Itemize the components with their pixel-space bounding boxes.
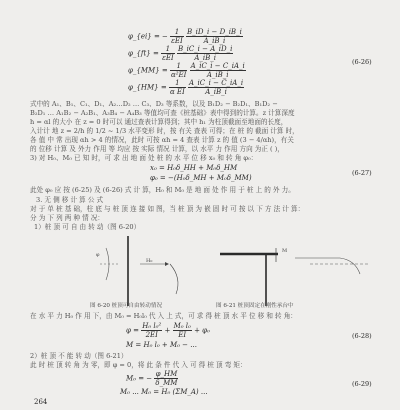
equation-lhs: φ_{HM}	[128, 83, 159, 92]
equation-number: (6-28)	[352, 332, 372, 340]
equation-moment: M = H₀ l₀ + M₀ − ...	[126, 341, 197, 349]
equals-sign: =	[161, 66, 168, 75]
body-text-line: 式中的 A₁、B₁、C₁、D₁、A₂…D₂ … C₃、D₃ 等系数，以及 B₁D₂ − B₂D₁、B₁D₂ −	[30, 100, 278, 108]
equation-lhs: φ_{ft}	[128, 49, 151, 58]
section-heading: 3. 无 侧 移 计 算 公 式	[36, 196, 104, 204]
figure-right-pile	[220, 248, 370, 306]
main-fraction: $\frac{A\_iC\_i - C\_iA\_i}{A\_iB\_i}$	[189, 79, 244, 96]
equation-m0-line2: M₀ ... M₀ = H₀ (ΣM_A) ...	[120, 388, 208, 396]
figure-caption-right: 图 6-21 桩顶固定在刚性承台中	[216, 303, 294, 309]
main-fraction: $\frac{B\_iD\_i - D\_iB\_i}{A\_iB\_i}$	[187, 28, 242, 45]
equation-number: (6-26)	[352, 58, 372, 66]
main-fraction: $\frac{A\_iC\_i - C\_iA\_i}{A\_iB\_i}$	[190, 62, 245, 79]
coefficient-fraction: $\frac{1}{\text{εEI}}$	[162, 45, 174, 62]
body-text-line: 3) 对 H₀、M₀ 已 知 时，可 求 出 地 面 处 桩 的 水 平 位 移 x₀ 和 转 角 φ₀：	[30, 154, 258, 162]
coefficient-fraction: $\frac{1}{\text{εEI}}$	[171, 28, 183, 45]
body-text-line: 在 水 平 力 H₀ 作 用 下，由 M₀ = H₀l₀ 代 入 上 式，可 求 得 桩 顶 水 平 位 移 和 转 角：	[30, 312, 297, 320]
svg-text:M: M	[282, 248, 288, 254]
equation-phi-hm	[128, 79, 244, 96]
body-text-line: 此 时 桩 顶 转 角 为 零，即 φ = 0，将 此 条 件 代 入 可 得 桩 顶 弯 矩：	[30, 361, 247, 369]
body-text-line: 的 位移 计算 及 外力 作用 等 均应 按 实际 情况 计算，以 水平 力 作用 方向 为正 ( )，	[30, 145, 284, 153]
body-text-line: h = αl 的大小 在 z = 0 时可以 通过查表计算得到；其中 h₁ 为柱顶截面至地面的长度，	[30, 118, 288, 126]
figure-caption-left: 图 6-20 桩顶可自由转动情况	[90, 303, 163, 309]
equation-phi-mm	[128, 62, 246, 79]
coefficient-fraction: $\frac{1}{\text{α EI}}$	[169, 79, 185, 96]
equation-phi-ft	[128, 45, 233, 62]
equation-number: (6-27)	[352, 169, 372, 177]
svg-text:φ: φ	[96, 252, 100, 258]
body-text-line: 2）桩 顶 不 能 转 动（图 6-21）	[30, 352, 128, 360]
body-text-line: 入计计 地 z = 2/h 的 1/2 ~ 1/3 水平变形 时，按 有关 查表 可得；在 桩 的 截面 计算 时，	[30, 127, 299, 135]
subsection-heading: 1）桩 顶 可 自 由 转 动（图 6-20）	[34, 223, 141, 231]
equation-lhs: φ_{ei}	[128, 32, 152, 41]
equation-phi-eq	[128, 28, 243, 45]
body-text-line: B₂D₁ … A₁B₂ − A₂B₁、A₃B₄ − A₄B₃ 等值均可查《桩基础》表中得到的计算。z 计算深度	[30, 109, 295, 117]
main-fraction: $\frac{B\_iC\_i - A\_iD\_i}{A\_iB\_i}$	[177, 45, 233, 62]
equation-lhs: φ_{MM}	[128, 66, 160, 75]
equation-phi: φ = $\frac{\text{H₀ l₀²}}{2EI}$ + $\frac{\text{M₀ l₀}}{EI}$ + φ₀	[126, 322, 210, 339]
figure-left-pile	[96, 236, 178, 306]
body-text-line: 分 为 下 列 两 种 情 况：	[30, 214, 105, 222]
page-number: 264	[34, 398, 48, 406]
body-text-line: 各 值 中 常 出现 αh > 4 的情况，此时 可按 αh = 4 查表 计算 z 的 值 (3 − 4/αh)，有关	[30, 136, 294, 144]
equation-phi0: φ₀ = −(H₀δ_MH + M₀δ_MM)	[150, 174, 252, 182]
equals-sign: =	[152, 49, 159, 58]
minus-sign: −	[162, 32, 168, 41]
equals-sign: =	[153, 32, 160, 41]
equation-m0: M₀ = − $\frac{\varphi\_HM}{\delta\_MM}$	[126, 370, 178, 387]
body-text-line: 对 于 单 桩 基 础，柱 底 与 桩 顶 连 接 如 图，当 桩 顶 为 嵌 固 时 可 按 以 下 方 法 计 算：	[30, 205, 305, 213]
equation-x0: x₀ = H₀δ_HH + M₀δ_HM	[150, 164, 238, 172]
equation-number: (6-29)	[352, 380, 372, 388]
equals-sign: =	[160, 83, 167, 92]
coefficient-fraction: $\frac{1}{\text{α²EI}}$	[171, 62, 187, 79]
svg-text:H₀: H₀	[146, 258, 153, 264]
body-text-line: 此处 φ₀ 应 按 (6-25) 及 (6-26) 式 计 算，H₀ 和 M₀ 是 地 面 处 作 用 于 桩 上 的 外 力。	[30, 186, 295, 194]
